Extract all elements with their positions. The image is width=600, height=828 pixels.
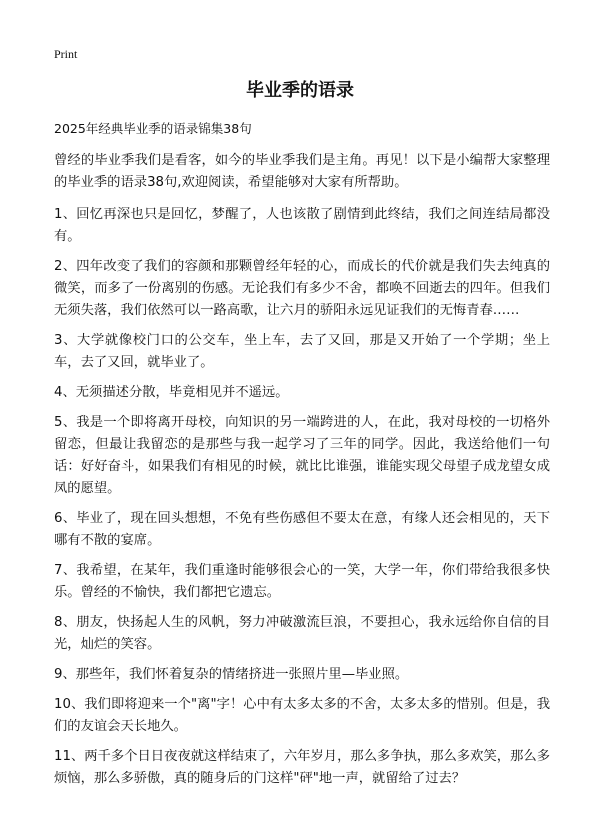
quote-item: 3、大学就像校门口的公交车，坐上车，去了又回，那是又开始了一个学期；坐上车，去了又回，就毕业了。 xyxy=(54,333,550,370)
quote-item: 10、我们即将迎来一个"离"字！心中有太多太多的不舍，太多太多的惜别。但是，我们的友谊会天长地久。 xyxy=(54,697,550,734)
quote-item: 9、那些年，我们怀着复杂的情绪挤进一张照片里—毕业照。 xyxy=(54,667,409,682)
quote-item: 1、回忆再深也只是回忆，梦醒了，人也该散了剧情到此终结，我们之间连结局都没有。 xyxy=(54,207,550,244)
quote-item: 6、毕业了，现在回头想想，不免有些伤感但不要太在意，有缘人还会相见的，天下哪有不散的宴席。 xyxy=(54,511,550,548)
intro-paragraph: 曾经的毕业季我们是看客，如今的毕业季我们是主角。再见！以下是小编帮大家整理的毕业季的语录38句,欢迎阅读，希望能够对大家有所帮助。 xyxy=(54,153,550,190)
quote-item: 11、两千多个日日夜夜就这样结束了，六年岁月，那么多争执，那么多欢笑，那么多烦恼，那么多骄傲，真的随身后的门这样"砰"地一声，就留给了过去？ xyxy=(54,749,550,786)
quote-item: 2、四年改变了我们的容颜和那颗曾经年轻的心，而成长的代价就是我们失去纯真的微笑，而多了一份离别的伤感。无论我们有多少不舍，都唤不回逝去的四年。但我们无须失落，我们依然可以一路高歌，让六月的骄阳永远见证我们的无悔青春…… xyxy=(54,259,550,318)
document-body xyxy=(54,120,550,798)
quote-item: 8、朋友，快扬起人生的风帆，努力冲破激流巨浪，不要担心，我永远给你自信的目光，灿烂的笑容。 xyxy=(54,615,550,652)
quote-item: 7、我希望，在某年，我们重逢时能够很会心的一笑，大学一年，你们带给我很多快乐。曾经的不愉快，我们都把它遗忘。 xyxy=(54,563,550,600)
print-link[interactable]: Print xyxy=(54,47,78,61)
quote-item: 5、我是一个即将离开母校，向知识的另一端跨进的人，在此，我对母校的一切格外留恋，但最让我留恋的是那些与我一起学习了三年的同学。因此，我送给他们一句话：好好奋斗，如果我们有相见的时候，就比比谁强，谁能实现父母望子成龙望女成凤的愿望。 xyxy=(54,415,550,496)
document-subtitle: 2025年经典毕业季的语录锦集38句 xyxy=(54,121,252,136)
page-title: 毕业季的语录 xyxy=(246,80,354,101)
quote-item: 4、无须描述分散，毕竟相见并不遥远。 xyxy=(54,385,289,400)
